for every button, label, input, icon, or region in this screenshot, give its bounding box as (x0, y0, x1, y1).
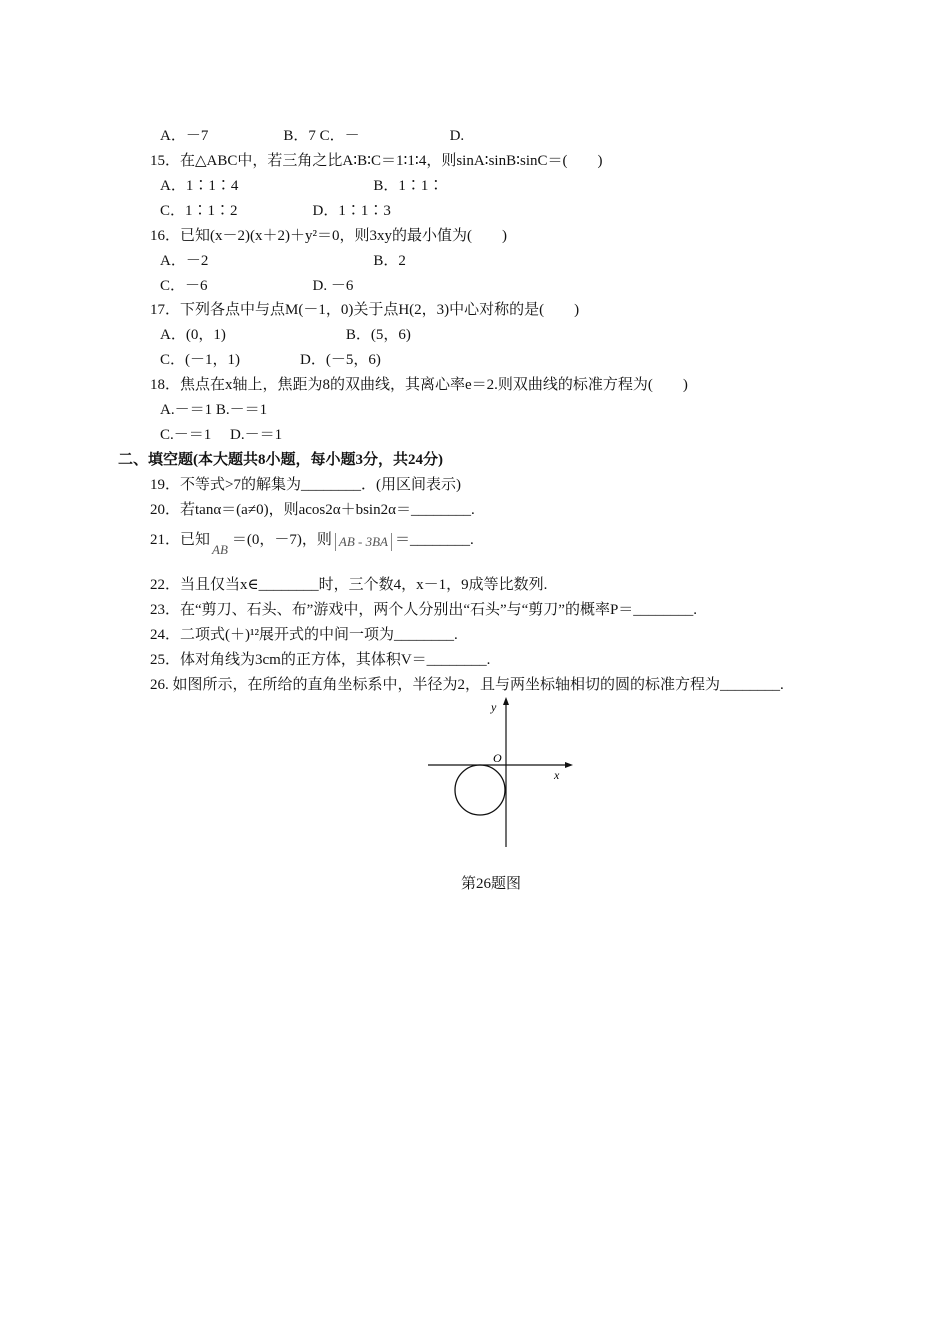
q21 (150, 530, 474, 557)
q20: 20．若tanα＝(a≠0)，则acos2α＋bsin2α＝________. (150, 502, 475, 518)
q21-suffix: ＝________. (395, 532, 474, 548)
q26-coordinate-figure (420, 695, 580, 855)
origin-label: O (493, 751, 502, 765)
tangent-circle (455, 765, 505, 815)
q16-options-cd: C．－6 D. －6 (160, 278, 354, 294)
q21-prefix: 21．已知 (150, 532, 211, 548)
q16-options-ab: A．－2 B．2 (160, 253, 406, 269)
q17-options-cd: C．(－1，1) D．(－5，6) (160, 352, 381, 368)
q18-stem: 18．焦点在x轴上，焦距为8的双曲线，其离心率e＝2.则双曲线的标准方程为( ) (150, 377, 688, 393)
y-axis-label: y (491, 700, 497, 714)
q19: 19．不等式>7的解集为________．(用区间表示) (150, 477, 461, 493)
x-axis-label: x (554, 768, 560, 782)
q14-options: A．－7 B．7 C．－ D. (160, 128, 465, 144)
figure-caption: 第26题图 (461, 876, 522, 892)
q25: 25．体对角线为3cm的正方体，其体积V＝________. (150, 652, 491, 668)
q21-mid: ＝(0，－7)，则 (231, 532, 332, 548)
q15-options-ab: A．1∶1∶4 B．1∶1∶ (160, 178, 444, 194)
q17-stem: 17．下列各点中与点M(－1，0)关于点H(2，3)中心对称的是( ) (150, 302, 580, 318)
q21-abs-expr: AB - 3BA (335, 533, 392, 551)
q23: 23．在“剪刀、石头、布”游戏中，两个人分别出“石头”与“剪刀”的概率P＝________. (150, 602, 698, 618)
y-axis-arrow (503, 697, 509, 705)
q17-options-ab: A．(0，1) B．(5，6) (160, 327, 411, 343)
q22: 22．当且仅当x∈________时，三个数4，x－1，9成等比数列. (150, 577, 548, 593)
x-axis-arrow (565, 762, 573, 768)
q15-stem: 15．在△ABC中，若三角之比A∶B∶C＝1∶1∶4，则sinA∶sinB∶sinC＝( ) (150, 153, 603, 169)
q18-options-ab: A.－＝1 B.－＝1 (160, 402, 268, 418)
q26: 26. 如图所示，在所给的直角坐标系中，半径为2，且与两坐标轴相切的圆的标准方程为________. (150, 677, 784, 693)
q18-options-cd: C.－＝1 D.－＝1 (160, 427, 283, 443)
section-2-title: 二、填空题(本大题共8小题，每小题3分，共24分) (118, 452, 443, 468)
q16-stem: 16．已知(x－2)(x＋2)＋y²＝0，则3xy的最小值为( ) (150, 228, 507, 244)
q21-vector-ab: AB (212, 542, 228, 557)
q24: 24．二项式(＋)¹²展开式的中间一项为________. (150, 627, 458, 643)
q15-options-cd: C．1∶1∶2 D．1∶1∶3 (160, 203, 391, 219)
